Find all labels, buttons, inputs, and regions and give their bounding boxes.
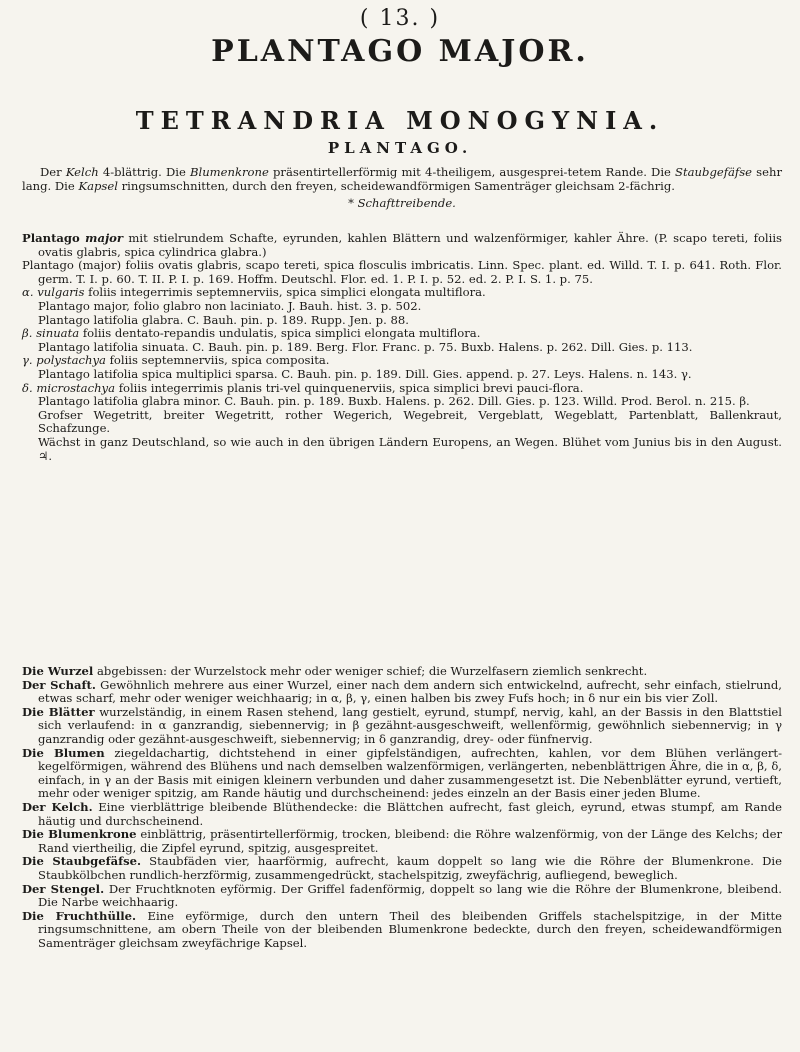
term-kapsel: Kapsel xyxy=(78,178,118,193)
variety-synonym: Plantago latifolia sinuata. C. Bauh. pin. p. 189. Berg. Flor. Franc. p. 75. Buxb. Halens. p. 262. Dill. Gies. p. 113. xyxy=(38,339,693,354)
description-term: Die Fruchthülle. xyxy=(22,908,137,923)
variety-head: α. vulgaris xyxy=(22,285,85,300)
description-text: Eine eyförmige, durch den untern Theil des bleibenden Griffels stachelspitzige, in der Mitte ringsumschnittene, am obern Theile von der bleibenden Blumenkrone bedeckte, durch den freyen, scheidewandförmigen Samenträger gleichsam zweyfächrige Kapsel. xyxy=(38,908,782,950)
term-blumenkrone: Blumenkrone xyxy=(189,165,269,179)
description-text: wurzelständig, in einem Rasen stehend, lang gestielt, eyrund, stumpf, nervig, kahl, an der Bassis in den Blattstiel sich verlaufend: in α ganzrandig, siebennervig; in β gezähnt-ausgeschweift, wellenförmig, gewöhnlich siebennervig; in γ ganzrandig oder gezähnt-ausgeschweift, siebennervig; in δ ganzrandig, drey- oder fünfnervig. xyxy=(38,704,782,746)
species-entry xyxy=(22,232,782,463)
variety-synonym: Plantago latifolia glabra minor. C. Bauh. pin. p. 189. Buxb. Halens. p. 262. Dill. Gies. p. 123. Willd. Prod. Berol. n. 215. β. xyxy=(38,394,750,409)
description-term: Die Blumen xyxy=(22,745,105,760)
variety-synonym: Plantago latifolia spica multiplici sparsa. C. Bauh. pin. p. 189. Dill. Gies. append. p. 27. Leys. Halens. n. 143. γ. xyxy=(38,366,692,381)
description-term: Der Kelch. xyxy=(22,799,93,814)
morphological-description xyxy=(22,665,782,950)
species-synonymy: Plantago (major) foliis ovatis glabris, scapo tereti, spica flosculis imbricatis. Linn. Spec. plant. ed. Willd. T. I. p. 641. Roth. Flor. germ. T. I. p. 60. T. II. P. I. p. 169. Hoffm. Deutschl. Flor. ed. 1. P. I. p. 52. ed. 2. P. I. S. 1. p. 75. xyxy=(22,258,782,286)
habitat-text: Wächst in ganz Deutschland, so wie auch in den übrigen Ländern Europens, an Wegen. Blühet vom Junius bis in den August. ♃. xyxy=(38,434,782,463)
section-heading: * Schafttreibende. xyxy=(348,196,456,211)
variety-head: β. sinuata xyxy=(22,326,80,341)
genus-desc-text: ringsumschnitten, durch den freyen, scheidewandförmigen Samenträger gleichsam 2-fächrig. xyxy=(117,178,675,193)
variety-desc: foliis integerrimis septemnerviis, spica simplici elongata multiflora. xyxy=(84,285,486,300)
linnaean-class: TETRANDRIA MONOGYNIA. xyxy=(135,106,665,135)
genus-desc-text: präsentirtellerförmig mit 4-theiligem, ausgesprei-tetem Rande. Die xyxy=(268,165,676,179)
description-term: Die Blätter xyxy=(22,704,95,719)
genus-heading: PLANTAGO. xyxy=(327,139,473,157)
description-text: Eine vierblättrige bleibende Blüthendecke: die Blättchen aufrecht, fast gleich, eyrund, etwas stumpf, am Rande häutig und durchscheinend. xyxy=(38,799,782,828)
description-text: Der Fruchtknoten eyförmig. Der Griffel fadenförmig, doppelt so lang wie die Röhre der Blumenkrone, bleibend. Die Narbe weichhaarig. xyxy=(38,881,782,910)
genus-desc-text: Der xyxy=(40,165,66,179)
species-epithet: major xyxy=(85,231,123,245)
genus-description xyxy=(22,166,782,211)
description-term: Die Wurzel xyxy=(22,664,94,678)
variety-head: δ. microstachya xyxy=(22,380,116,395)
species-description: mit stielrundem Schafte, eyrunden, kahlen Blättern und walzenförmiger, kahler Ähre. (P. scapo tereti, foliis ovatis glabris, spica cylindrica glabra.) xyxy=(38,231,783,259)
variety-desc: foliis dentato-repandis undulatis, spica simplici elongata multiflora. xyxy=(79,326,481,341)
term-kelch: Kelch xyxy=(65,165,99,179)
variety-synonym: Plantago major, folio glabro non laciniato. J. Bauh. hist. 3. p. 502. xyxy=(38,298,422,313)
species-name: Plantago xyxy=(22,231,80,245)
description-term: Der Stengel. xyxy=(22,881,105,896)
page-number: ( 13. ) xyxy=(359,6,441,31)
description-term: Die Staubgefäfse. xyxy=(22,854,142,869)
variety-synonym: Plantago latifolia glabra. C. Bauh. pin. p. 189. Rupp. Jen. p. 88. xyxy=(38,312,409,327)
description-term: Der Schaft. xyxy=(22,677,96,692)
description-text: Staubfäden vier, haarförmig, aufrecht, kaum doppelt so lang wie die Röhre der Blumenkrone. Die Staubkölbchen rundlich-herzförmig, zusammengedrückt, stachelspitzig, zweyfächrig, aufliegend, beweglich. xyxy=(38,854,782,882)
description-text: ziegeldachartig, dichtstehend in einer gipfelständigen, aufrechten, kahlen, vor dem Blühen verlängert-kegelförmigen, während des Blühens und nach demselben walzenförmigen, verlängerten, nebenblättrigen Ähre, die in α, β, δ, einfach, in γ an der Basis mit einigen kleinern verbunden und daher zusammengesetzt ist. Die Nebenblätter eyrund, vertieft, mehr oder weniger spitzig, am Rande häutig und durchscheinend: jedes einzeln an der Basis einer jeden Blume. xyxy=(38,745,782,801)
variety-head: γ. polystachya xyxy=(22,353,106,368)
description-text: einblättrig, präsentirtellerförmig, trocken, bleibend: die Röhre walzenförmig, von der Länge des Kelchs; der Rand viertheilig, die Zipfel eyrund, spitzig, ausgespreitet. xyxy=(38,827,782,855)
term-staubgefaesse: Staubgefäfse xyxy=(675,165,753,179)
description-text: Gewöhnlich mehrere aus einer Wurzel, einer nach dem andern sich entwickelnd, aufrecht, sehr einfach, stielrund, etwas scharf, mehr oder weniger weichhaarig; in α, β, γ, einen halben bis zwey Fufs hoch; in δ nur ein bis vier Zoll. xyxy=(38,677,782,706)
description-text: abgebissen: der Wurzelstock mehr oder weniger schief; die Wurzelfasern ziemlich senkrecht. xyxy=(93,664,648,678)
description-term: Die Blumenkrone xyxy=(22,827,137,842)
vernacular-names: Grofser Wegetritt, breiter Wegetritt, rother Wegerich, Wegebreit, Vergeblatt, Wegeblatt, Partenblatt, Ballenkraut, Schafzunge. xyxy=(38,407,782,436)
variety-desc: foliis septemnerviis, spica composita. xyxy=(105,353,330,368)
page-title: PLANTAGO MAJOR. xyxy=(211,34,589,69)
variety-desc: foliis integerrimis planis tri-vel quinquenerviis, spica simplici brevi pauci-flora. xyxy=(115,380,584,395)
genus-desc-text: 4-blättrig. Die xyxy=(98,165,190,179)
genus-desc-text: sehr lang. Die xyxy=(22,165,782,193)
